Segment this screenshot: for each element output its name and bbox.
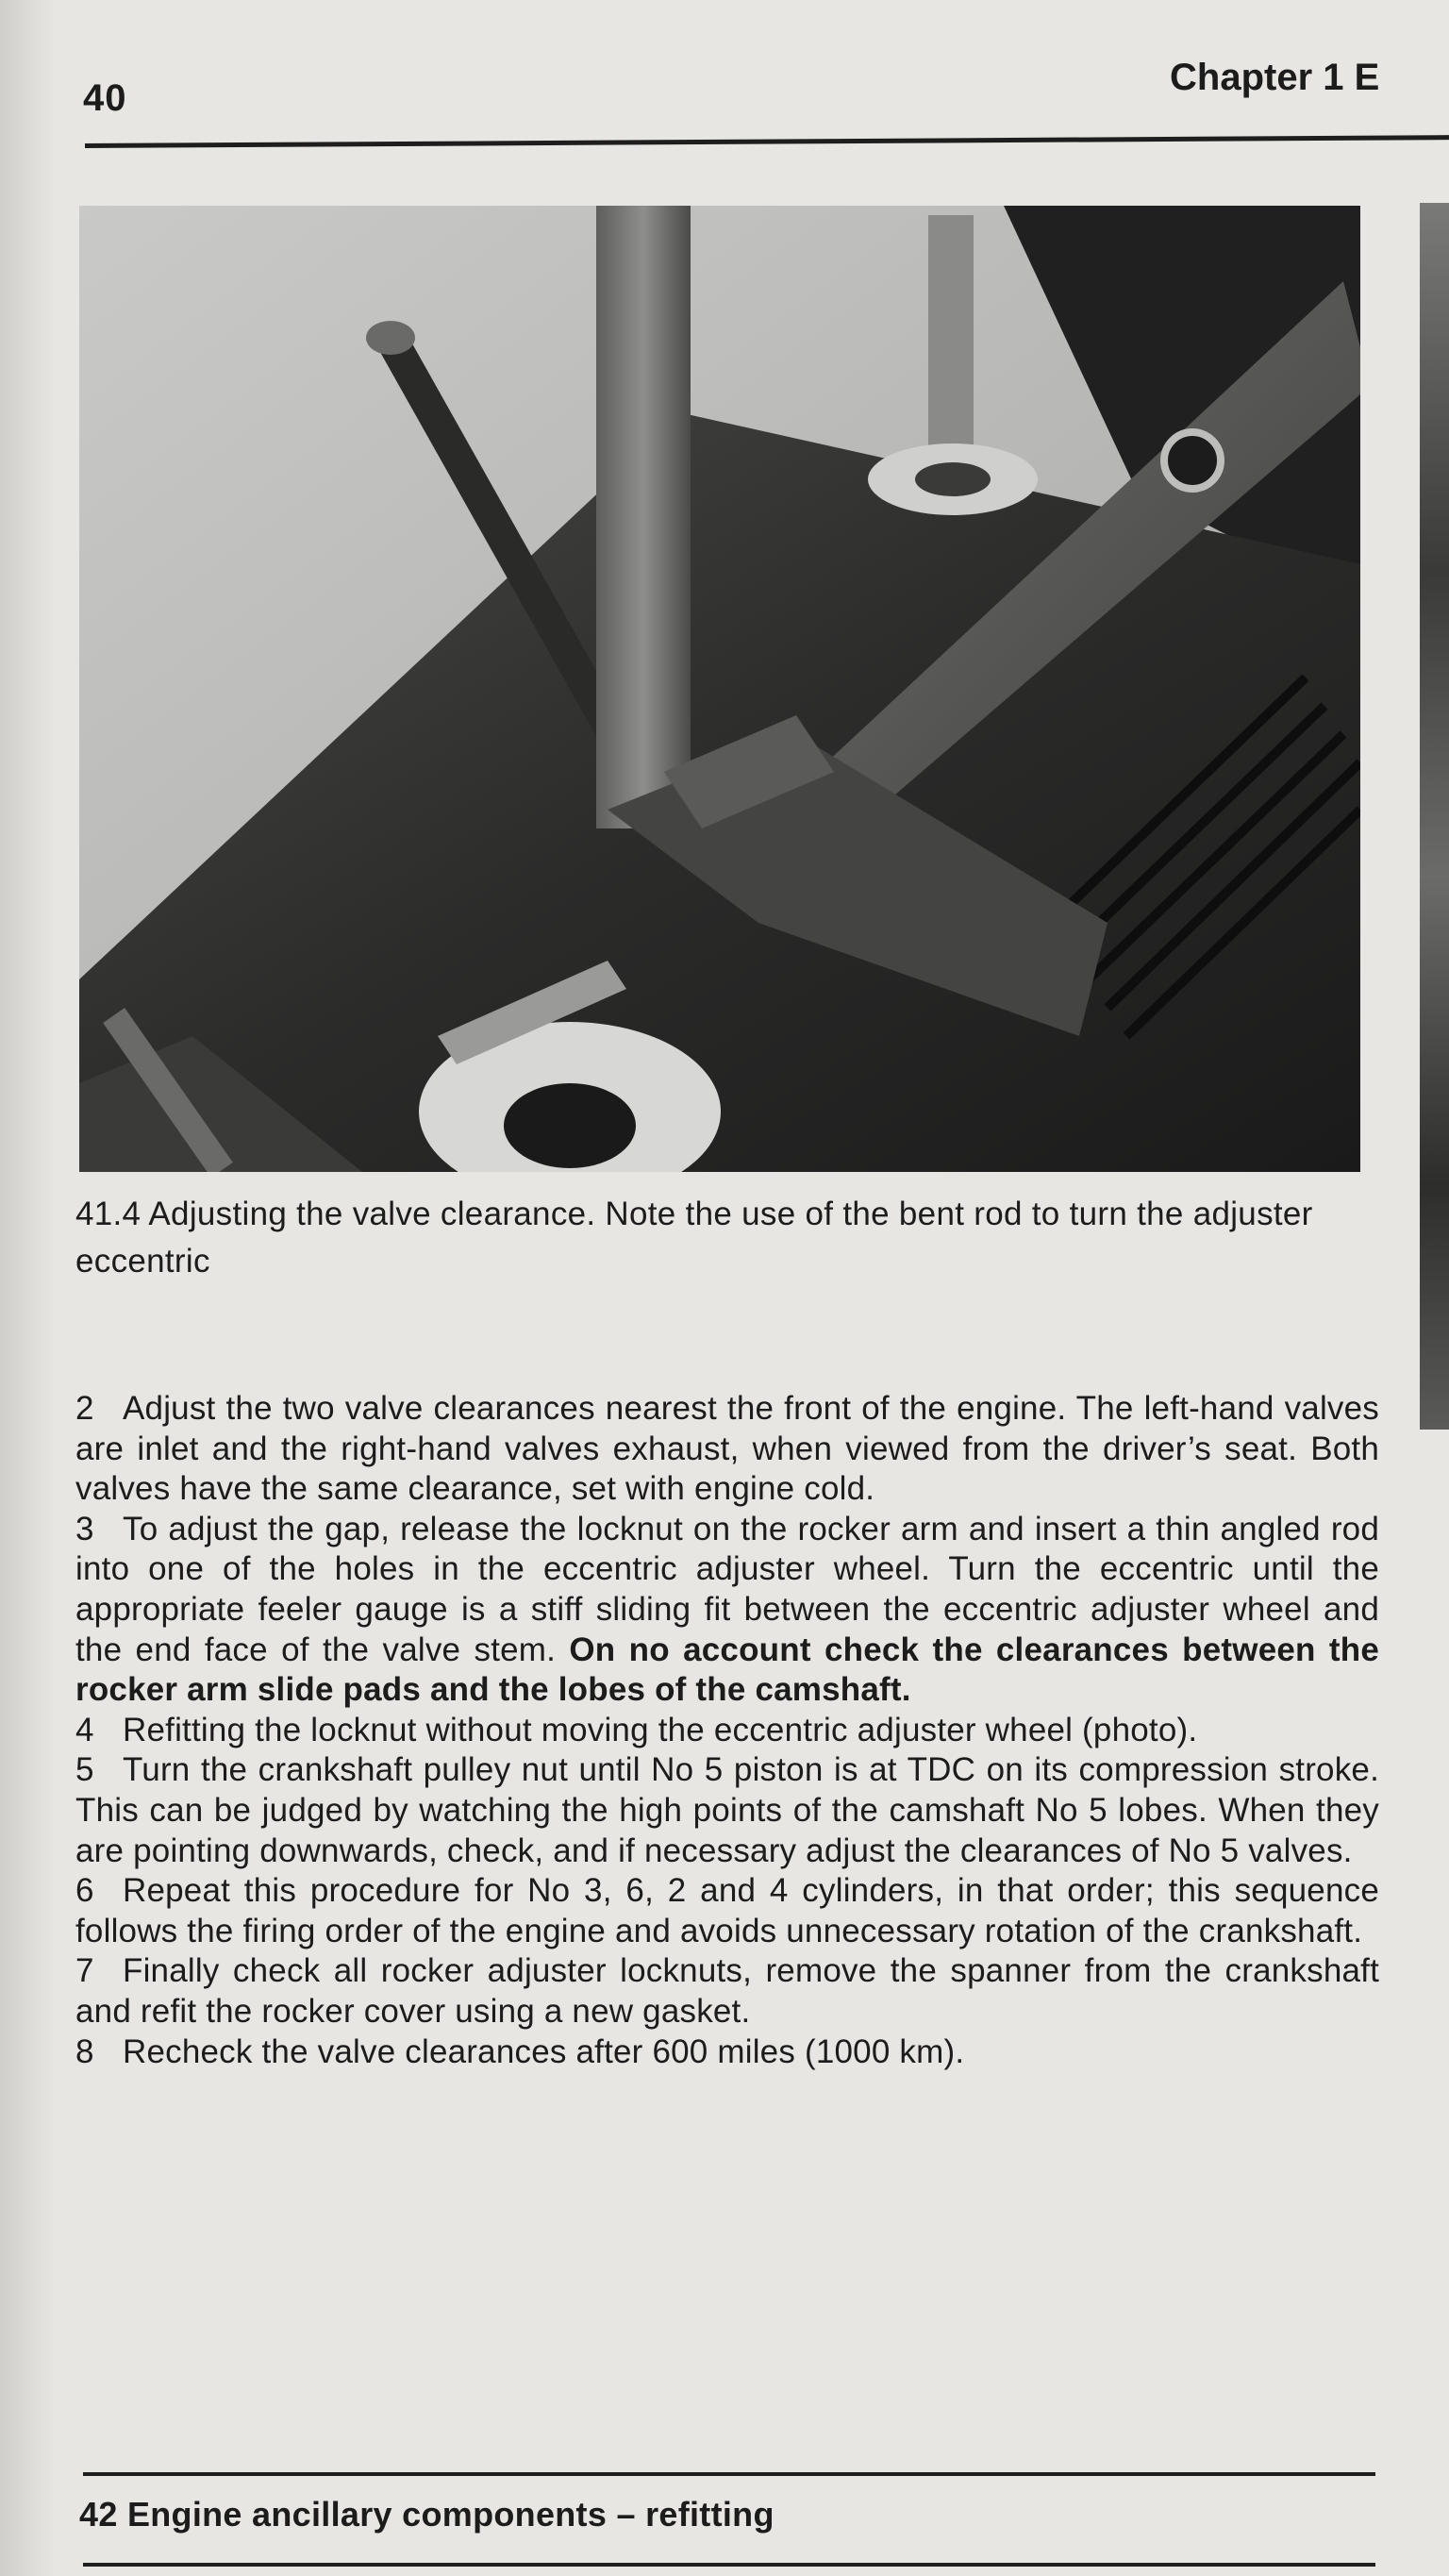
step-number: 8 [75, 2032, 94, 2070]
adjacent-page-photo-edge [1420, 203, 1449, 1430]
step-number: 6 [75, 1872, 94, 1910]
header-rule [85, 135, 1449, 148]
step-item [75, 1951, 1379, 2032]
page-number: 40 [83, 77, 127, 119]
step-number: 3 [75, 1510, 94, 1547]
step-item [75, 1389, 1379, 1510]
step-text: Repeat this procedure for No 3, 6, 2 and 4 cylinders, in that order; this sequence follows the firing order of the engine and avoids unnecessary rotation of the crankshaft. [75, 1872, 1379, 1949]
step-text: Refitting the locknut without moving the eccentric adjuster wheel (photo). [123, 1711, 1198, 1748]
step-text: Turn the crankshaft pulley nut until No 5 piston is at TDC on its compression stroke. This can be judged by watching the high points of the camshaft No 5 lobes. When they are pointing downwards, check, and if necessary adjust the clearances of No 5 valves. [75, 1751, 1379, 1869]
page-gutter-shadow [0, 0, 57, 2576]
procedure-steps [75, 1389, 1379, 2072]
step-item [75, 2032, 1379, 2073]
step-text: Finally check all rocker adjuster locknuts, remove the spanner from the crankshaft and refit the rocker cover using a new gasket. [75, 1952, 1379, 2030]
step-number: 5 [75, 1751, 94, 1789]
step-text: To adjust the gap, release the locknut on the rocker arm and insert a thin angled rod into one of the holes in the eccentric adjuster wheel. Turn the eccentric until the appropriate feeler gauge is a stiff sliding fit between the eccentric adjuster wheel and the end face of the valve stem. [75, 1510, 1379, 1668]
step-number: 2 [75, 1390, 94, 1427]
step-item [75, 1871, 1379, 1951]
step-number: 7 [75, 1952, 94, 1990]
step-item [75, 1510, 1379, 1711]
step-item [75, 1750, 1379, 1871]
section-rule-top [83, 2472, 1375, 2476]
step-text: Adjust the two valve clearances nearest the front of the engine. The left-hand valves are inlet and the right-hand valves exhaust, when viewed from the driver’s seat. Both valves have the same clearance, set with engine cold. [75, 1390, 1379, 1508]
chapter-title: Chapter 1 E [1170, 57, 1380, 98]
warning-text: On no account check the clearances between the rocker arm slide pads and the lobes of the camshaft. [75, 1631, 1379, 1709]
step-text: Recheck the valve clearances after 600 miles (1000 km). [123, 2032, 965, 2070]
step-item [75, 1711, 1379, 1751]
step-number: 4 [75, 1711, 94, 1748]
section-rule-bottom [83, 2563, 1375, 2567]
figure-caption: 41.4 Adjusting the valve clearance. Note the use of the bent rod to turn the adjuster eccentric [75, 1196, 1313, 1280]
section-heading: 42 Engine ancillary components – refitting [79, 2495, 774, 2534]
engine-valve-photo [79, 206, 1360, 1172]
